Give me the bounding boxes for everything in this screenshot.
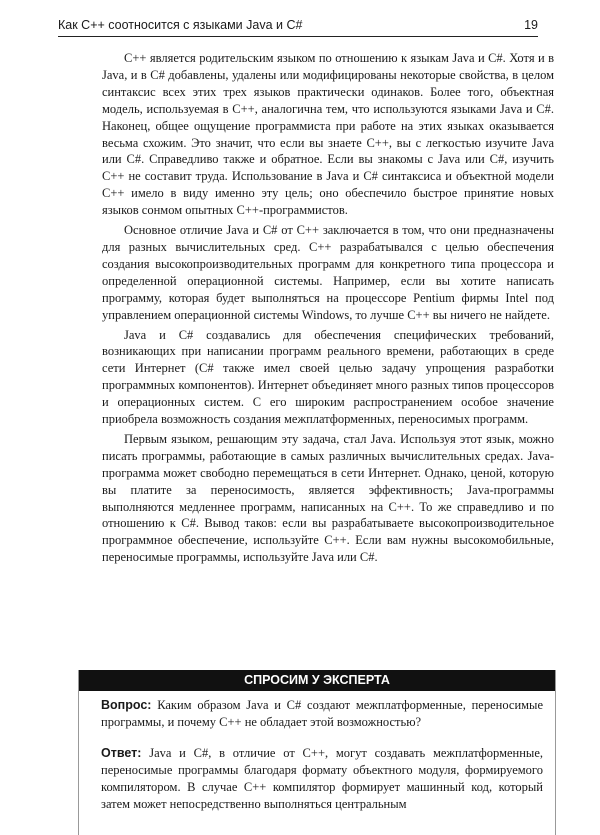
expert-answer <box>101 745 543 813</box>
ask-expert-box <box>78 670 556 835</box>
ask-expert-content <box>79 691 555 812</box>
answer-text: Java и C#, в отличие от C++, могут создавать межплатформенные, переносимые программы благодаря формату объектного модуля, формируемого компилятором. В случае C++ компилятор формирует машинный код, который затем может непосредственно выполняться центральным <box>101 745 543 811</box>
ask-expert-heading: СПРОСИМ У ЭКСПЕРТА <box>79 670 555 691</box>
paragraph-1: C++ является родительским языком по отношению к языкам Java и C#. Хотя и в Java, и в C# добавлены, удалены или модифицированы некоторые свойства, в целом синтаксис всех этих трех языков практически одинаков. Более того, объектная модель, используемая в C++, аналогична тем, что используются языками Java и C#. Наконец, общее ощущение программиста при работе на этих языках оказывается весьма схожим. Это значит, что если вы знаете C++, вы с легкостью изучите Java или C#. Справедливо также и обратное. Если вы знакомы с Java или C#, изучить C++ не составит труда. Использование в Java и C# синтаксиса и объектной модели C++ имело в виду именно эту цель; оно обеспечило быстрое принятие новых языков сонмом опытных C++-программистов. <box>102 51 554 218</box>
answer-label: Ответ: <box>101 745 142 760</box>
question-text: Каким образом Java и C# создают межплатформенные, переносимые программы, и почему C++ не обладает этой возможностью? <box>101 698 543 729</box>
page-number: 19 <box>524 18 538 32</box>
running-header-title: Как C++ соотносится с языками Java и C# <box>58 18 303 32</box>
paragraph-2: Основное отличие Java и C# от C++ заключается в том, что они предназначены для разных вычислительных сред. C++ разрабатывался с целью обеспечения создания высокопроизводительных программ для конкретного типа процессора и определенной операционной системы. Например, если вы хотите написать программу, которая будет выполняться на процессоре Pentium фирмы Intel под управлением операционной системы Windows, то лучше C++ вы ничего не найдете. <box>102 223 554 322</box>
running-header <box>58 14 538 37</box>
expert-question <box>101 697 543 731</box>
body-text <box>102 50 554 569</box>
paragraph-4: Первым языком, решающим эту задача, стал Java. Используя этот язык, можно писать программы, работающие в самых различных вычислительных средах. Java-программа может свободно перемещаться в сети Интернет. Однако, ценой, которую вы платите за переносимость, является эффективность; Java-программы выполняются медленнее программ, написанных на C++. То же справедливо и по отношению к C#. Вывод таков: если вы разрабатываете высокопроизводительное программное обеспечение, используйте C++. Если вам нужны высокомобильные, переносимые программы, используйте Java или C#. <box>102 431 554 565</box>
paragraph-3: Java и C# создавались для обеспечения специфических требований, возникающих при написании программ реального времени, работающих в среде сети Интернет (C# также имел своей целью задачу упрощения разработки программных компонентов). Интернет объединяет много разных типов процессоров и операционных систем. С его широким распространением особое значение приобрела возможность создания межплатформенных, переносимых программ. <box>102 327 554 427</box>
question-label: Вопрос: <box>101 698 152 712</box>
